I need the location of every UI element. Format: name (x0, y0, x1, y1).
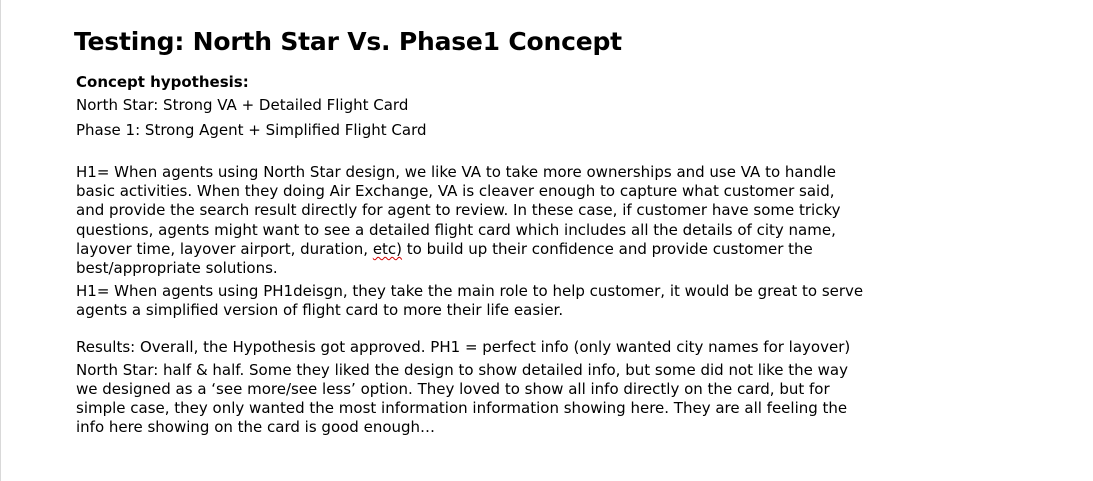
hypothesis-north-star (76, 163, 866, 278)
spacer (76, 321, 876, 338)
concept-hypothesis-heading: Concept hypothesis: (76, 73, 249, 91)
document-body (76, 26, 876, 438)
concept-north-star: North Star: Strong VA + Detailed Flight Card (76, 96, 409, 114)
hypothesis-phase1: H1= When agents using PH1deisgn, they take the main role to help customer, it would be great to serve agents a simplified version of flight card to more their life easier. (76, 282, 864, 320)
hypothesis-north-star-text-b: to build up their confidence and provide customer the best/appropriate solutions. (76, 239, 813, 278)
results-north-star: North Star: half & half. Some they liked the design to show detailed info, but some did not like the way we designed as a ‘see more/see less’ option. They loved to show all info directly on the card, but for simple case, they only wanted the most information information showing here. They are all feeling the info here showing on the card is good enough… (76, 360, 849, 437)
spelling-error-mark: etc) (372, 239, 403, 258)
hypothesis-north-star-text-a: H1= When agents using North Star design, we like VA to take more ownerships and use VA to handle basic activities. When they doing Air Exchange, VA is cleaver enough to capture what customer said, and provide the search result directly for agent to review. In these case, if customer have some tricky questions, agents might want to see a detailed flight card which includes all the details of city name, layover time, layover airport, duration, (76, 163, 841, 258)
results-summary: Results: Overall, the Hypothesis got approved. PH1 = perfect info (only wanted city names for layover) (76, 337, 851, 356)
document-title: Testing: North Star Vs. Phase1 Concept (74, 27, 622, 56)
spacer (76, 146, 876, 163)
page-edge (0, 0, 1, 481)
concept-phase1: Phase 1: Strong Agent + Simplified Flight Card (76, 121, 427, 139)
